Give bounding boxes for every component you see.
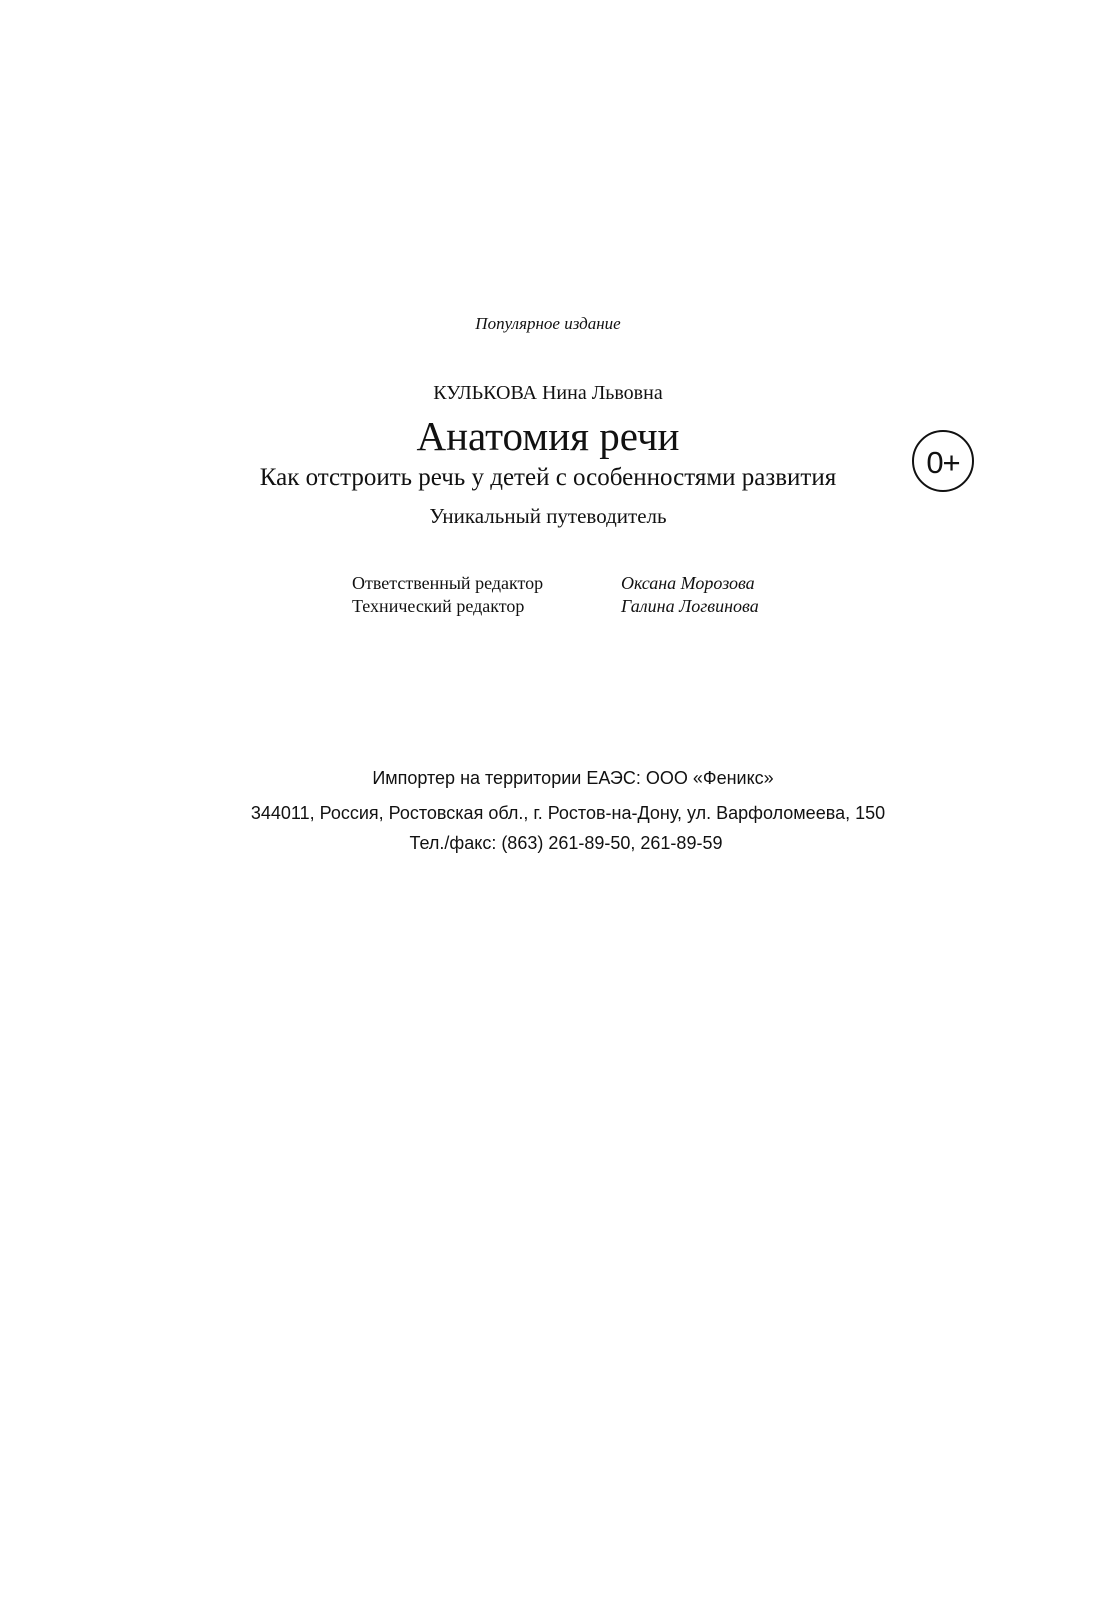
credit-person: Галина Логвинова — [621, 596, 759, 616]
book-tagline: Уникальный путеводитель — [429, 504, 667, 528]
importer-phone: Тел./факс: (863) 261-89-50, 261-89-59 — [409, 833, 723, 853]
book-title: Анатомия речи — [416, 413, 680, 459]
author-name: КУЛЬКОВА Нина Львовна — [433, 382, 663, 404]
age-rating-label: 0+ — [926, 444, 960, 480]
credit-role: Ответственный редактор — [352, 573, 544, 593]
importer-address: 344011, Россия, Ростовская обл., г. Ростов-на-Дону, ул. Варфоломеева, 150 — [250, 803, 886, 823]
age-rating-badge — [912, 430, 974, 492]
edition-label: Популярное издание — [475, 314, 621, 333]
credit-person: Оксана Морозова — [621, 573, 755, 593]
credit-role: Технический редактор — [352, 596, 525, 616]
book-subtitle: Как отстроить речь у детей с особенностями развития — [259, 464, 837, 491]
importer-line: Импортер на территории ЕАЭС: ООО «Феникс» — [372, 768, 774, 788]
